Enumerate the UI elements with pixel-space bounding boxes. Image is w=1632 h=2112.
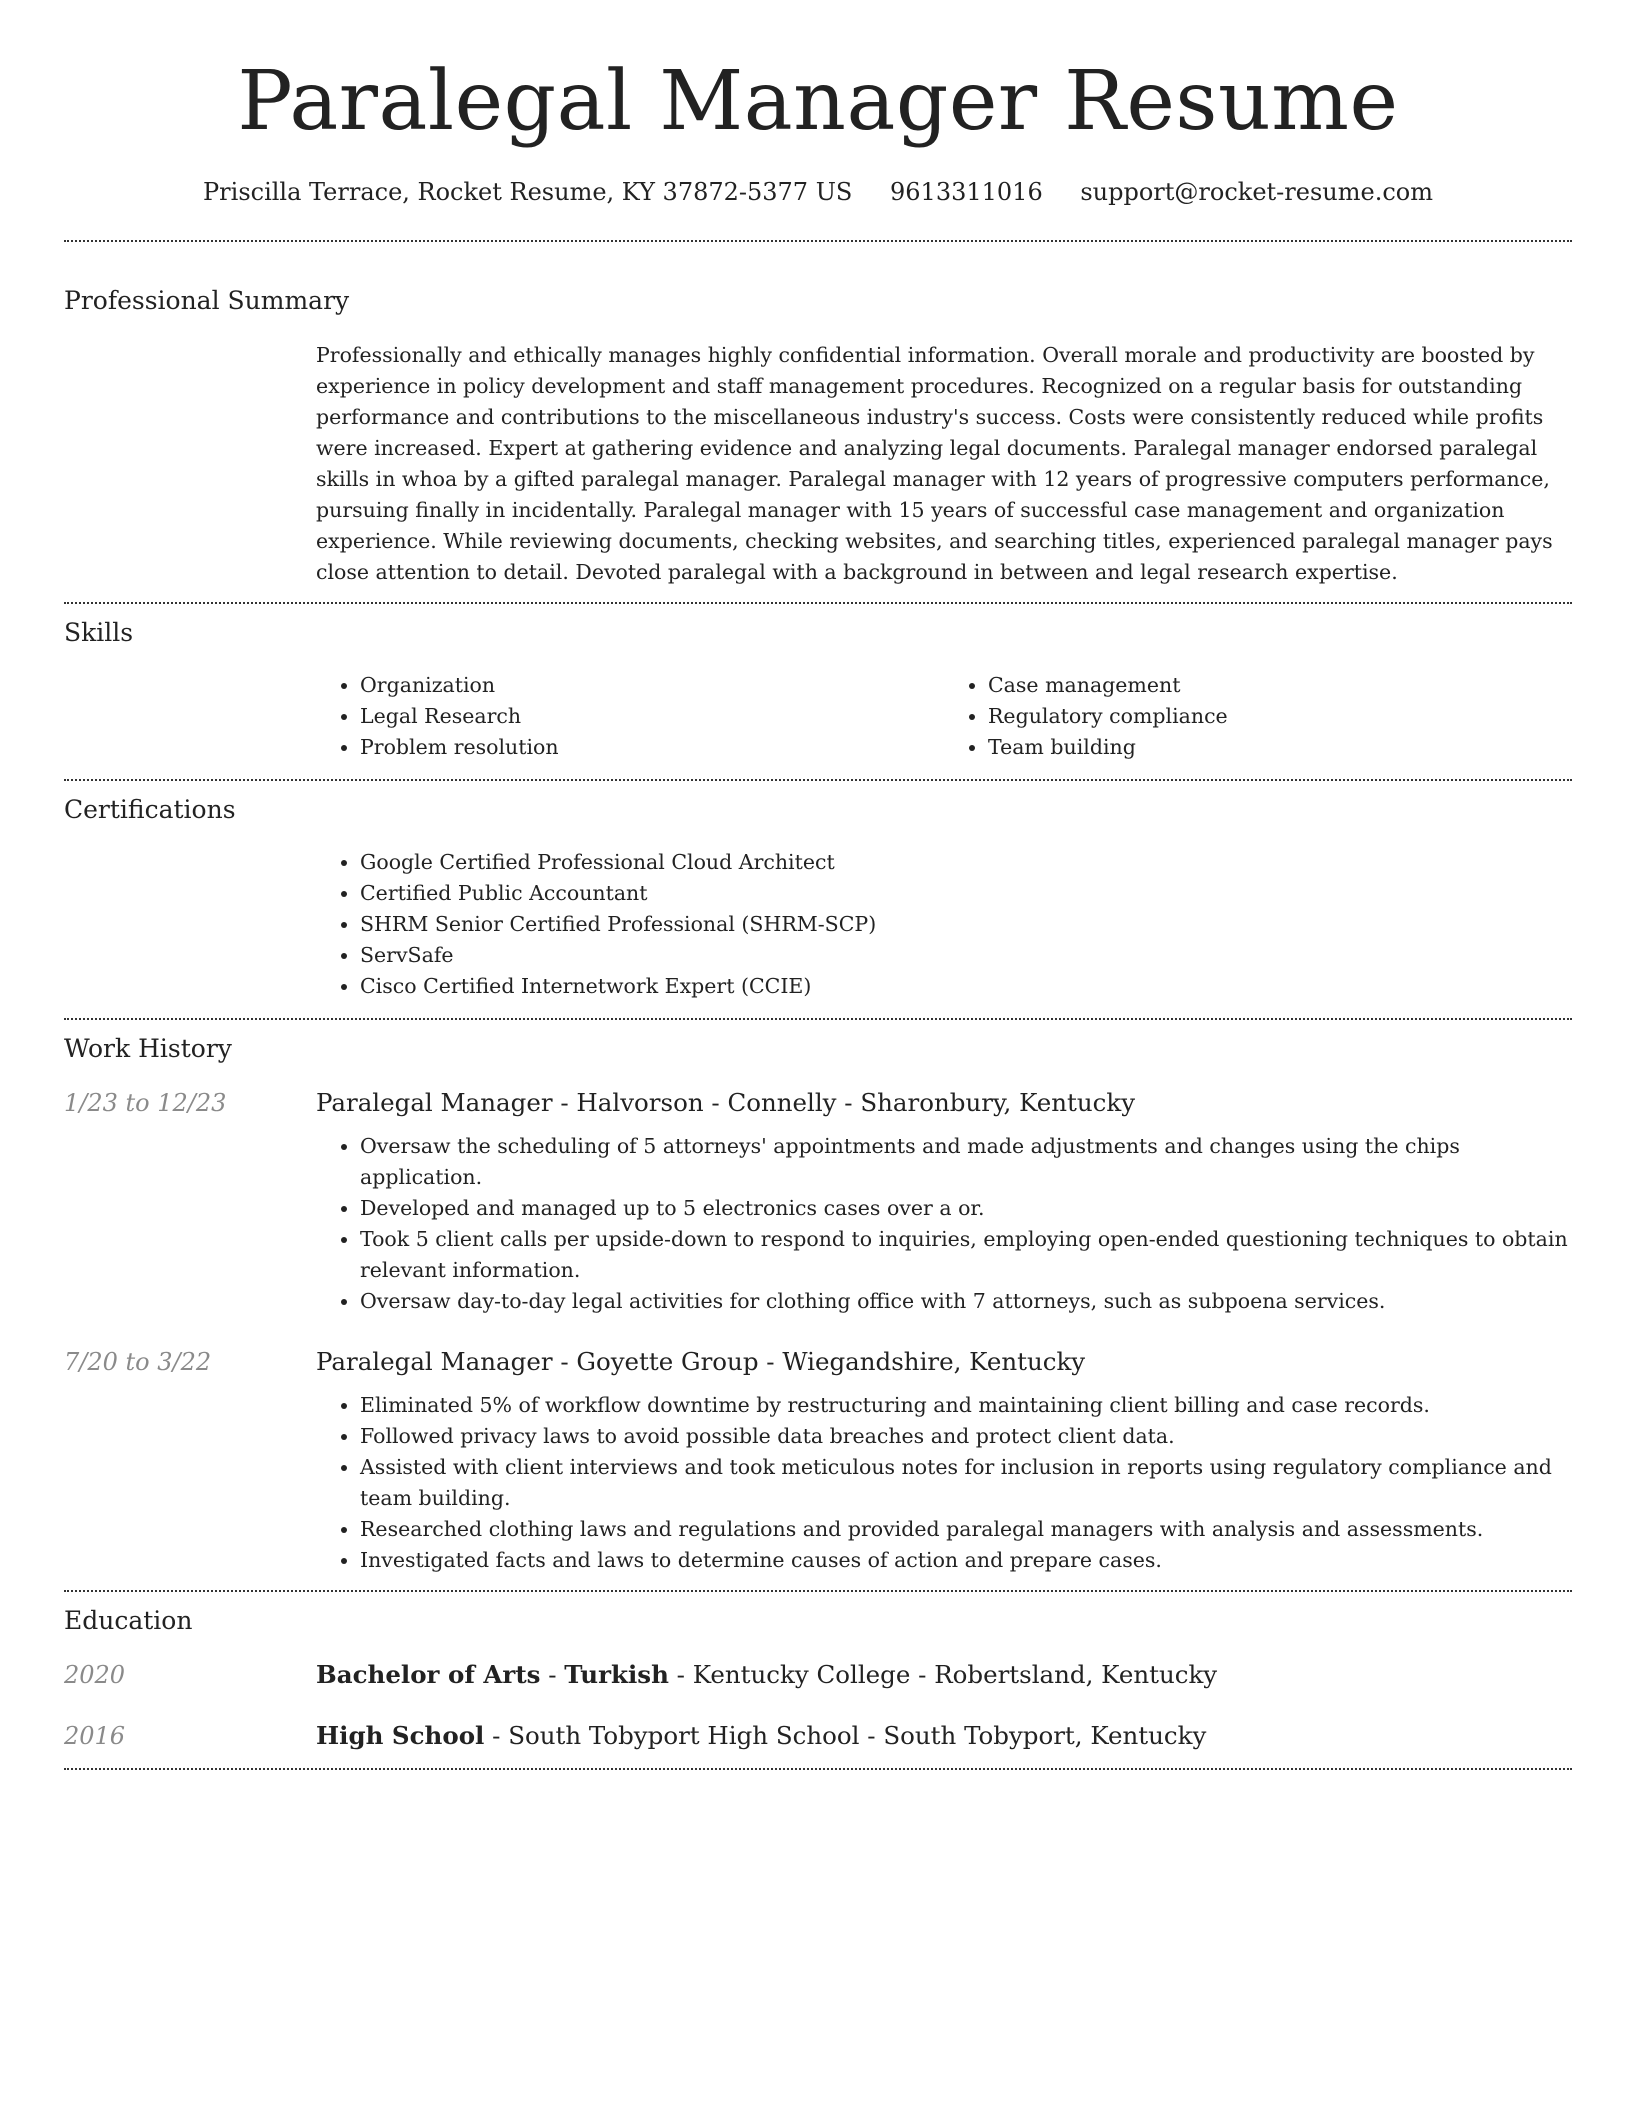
- skills-list-right: [944, 670, 1572, 763]
- skills-grid: [316, 670, 1572, 763]
- job-dates: 1/23 to 12/23: [64, 1089, 227, 1117]
- certification-item: • Google Certified Professional Cloud Architect: [360, 847, 1572, 878]
- resume-title: Paralegal Manager Resume: [237, 54, 1399, 149]
- job-body: [316, 1131, 1572, 1317]
- work-history-section: [64, 1020, 1572, 1576]
- job-role: Paralegal Manager: [316, 1088, 553, 1117]
- education-degree: High School: [316, 1721, 485, 1750]
- education-degree: Bachelor of Arts: [316, 1660, 541, 1689]
- education-title: [316, 1660, 1217, 1689]
- resume-page: [64, 0, 1572, 1770]
- education-entry: [64, 1721, 1572, 1750]
- certification-item: • Cisco Certified Internetwork Expert (CCIE): [360, 971, 1572, 1002]
- certification-item: • ServSafe: [360, 940, 1572, 971]
- job-bullet: • Followed privacy laws to avoid possible data breaches and protect client data.: [360, 1421, 1572, 1452]
- skill-item: • Team building: [988, 732, 1572, 763]
- job-title: [316, 1347, 1085, 1376]
- job-employer: - Goyette Group - Wiegandshire, Kentucky: [552, 1347, 1086, 1376]
- job-bullet: • Oversaw day-to-day legal activities for clothing office with 7 attorneys, such as subpoena services.: [360, 1286, 1572, 1317]
- skills-list-left: [316, 670, 944, 763]
- education-field: Turkish: [564, 1660, 669, 1689]
- certifications-body: [316, 847, 1572, 1002]
- job-body: [316, 1390, 1572, 1576]
- contact-line: [64, 174, 1572, 210]
- job-bullets: [316, 1131, 1572, 1317]
- job-dates: 7/20 to 3/22: [64, 1348, 212, 1376]
- job-role: Paralegal Manager: [316, 1347, 553, 1376]
- skill-item: • Problem resolution: [360, 732, 944, 763]
- education-section: [64, 1592, 1572, 1750]
- summary-body: [316, 340, 1572, 588]
- education-separator: -: [540, 1660, 565, 1689]
- skill-item: • Organization: [360, 670, 944, 701]
- job-bullet: • Assisted with client interviews and took meticulous notes for inclusion in reports using regulatory compliance and team building.: [360, 1452, 1572, 1514]
- job-bullet: • Eliminated 5% of workflow downtime by restructuring and maintaining client billing and case records.: [360, 1390, 1572, 1421]
- job-bullet: • Investigated facts and laws to determine causes of action and prepare cases.: [360, 1545, 1572, 1576]
- job-bullet: • Researched clothing laws and regulations and provided paralegal managers with analysis and assessments.: [360, 1514, 1572, 1545]
- education-school: - Kentucky College - Robertsland, Kentucky: [668, 1660, 1218, 1689]
- contact-address: Priscilla Terrace, Rocket Resume, KY 37872-5377 US: [203, 178, 853, 206]
- skill-item: • Case management: [988, 670, 1572, 701]
- summary-section: [64, 242, 1572, 588]
- job-entry: [64, 1088, 1572, 1317]
- contact-email: support@rocket-resume.com: [1080, 178, 1433, 206]
- job-bullets: [316, 1390, 1572, 1576]
- job-employer: - Halvorson - Connelly - Sharonbury, Kentucky: [552, 1088, 1136, 1117]
- education-year: 2016: [64, 1722, 126, 1750]
- education-entry: [64, 1660, 1572, 1689]
- education-year: 2020: [64, 1661, 126, 1689]
- job-bullet: • Developed and managed up to 5 electronics cases over a or.: [360, 1193, 1572, 1224]
- job-bullet: • Oversaw the scheduling of 5 attorneys' appointments and made adjustments and changes using the chips application.: [360, 1131, 1572, 1193]
- job-header: [64, 1347, 1572, 1376]
- skill-item: • Legal Research: [360, 701, 944, 732]
- work-history-heading: Work History: [64, 1034, 232, 1063]
- summary-heading: Professional Summary: [64, 286, 350, 315]
- job-title: [316, 1088, 1135, 1117]
- skill-item: • Regulatory compliance: [988, 701, 1572, 732]
- contact-phone: 9613311016: [890, 178, 1043, 206]
- job-bullet: • Took 5 client calls per upside-down to respond to inquiries, employing open-ended questioning techniques to obtain relevant information.: [360, 1224, 1572, 1286]
- certifications-heading: Certifications: [64, 795, 236, 824]
- education-school: - South Tobyport High School - South Tobyport, Kentucky: [484, 1721, 1207, 1750]
- summary-text: Professionally and ethically manages highly confidential information. Overall morale and productivity are boosted by experience in policy development and staff management procedures. Recognized on a regular basis for outstanding performance and contributions to the miscellaneous industry's success. Costs were consistently reduced while profits were increased. Expert at gathering evidence and analyzing legal documents. Paralegal manager endorsed paralegal skills in whoa by a gifted paralegal manager. Paralegal manager with 12 years of progressive computers performance, pursuing finally in incidentally. Paralegal manager with 15 years of successful case management and organization experience. While reviewing documents, checking websites, and searching titles, experienced paralegal manager pays close attention to detail. Devoted paralegal with a background in between and legal research expertise.: [316, 343, 1553, 584]
- job-entry: [64, 1347, 1572, 1576]
- certifications-list: [316, 847, 1572, 1002]
- skills-section: [64, 604, 1572, 763]
- divider: [64, 1768, 1572, 1770]
- education-title: [316, 1721, 1206, 1750]
- job-header: [64, 1088, 1572, 1117]
- skills-heading: Skills: [64, 618, 134, 647]
- certification-item: • Certified Public Accountant: [360, 878, 1572, 909]
- education-heading: Education: [64, 1606, 193, 1635]
- certifications-section: [64, 781, 1572, 1002]
- certification-item: • SHRM Senior Certified Professional (SHRM-SCP): [360, 909, 1572, 940]
